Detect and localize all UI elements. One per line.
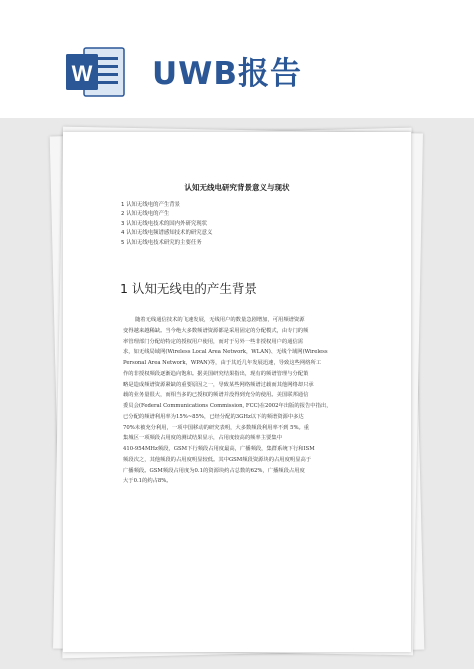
document-preview-area xyxy=(0,118,474,669)
body-line: 70%未被充分利用，一项中国移动的研究表明，大多数频段利用率不到 5%。重 xyxy=(123,424,310,431)
table-of-contents xyxy=(121,201,212,248)
header-banner xyxy=(0,0,474,118)
toc-item: 3 认知无线电技术的国内外研究现状 xyxy=(121,220,208,227)
body-line: 集城区一项频段占用度的测试结果显示，占用度较高的频率主要集中 xyxy=(123,435,282,442)
body-line: 随着无线通信技术的飞速发展，无线用户的数量急剧增加，可用频谱资源 xyxy=(135,317,305,323)
body-line: 委员会(Federal Communications Commission, FCC)在2002年出版的报告中指出， xyxy=(123,403,332,409)
body-line: 大于0.1的约占8%。 xyxy=(123,478,172,485)
word-icon-letter: W xyxy=(71,61,93,86)
toc-item: 4 认知无线电频谱感知技术的研究意义 xyxy=(121,230,213,237)
banner-title: UWB报告 xyxy=(152,56,302,92)
document-title: 认知无线电研究背景意义与现状 xyxy=(184,183,290,192)
word-icon xyxy=(64,44,128,100)
toc-item: 1 认知无线电的产生背景 xyxy=(121,202,181,208)
body-line: 作的非授权频段逐渐趋向饱和。据美国研究结果指出，现有的频谱管理与分配策 xyxy=(123,370,309,377)
body-line: 频段次之，其他频段的占用度明显较低。其中GSM频段资源块的占用度明显高于 xyxy=(123,456,312,463)
document-page xyxy=(63,132,411,652)
body-line: 率管理部门分配给特定的授权用户使用，而对于另外一些非授权用户的通信需 xyxy=(123,338,304,345)
body-line: 410-954MHz频段，GSM下行频段占用度最高，广播频段，集群系统下行和ISM xyxy=(123,446,315,452)
section-heading: 1 认知无线电的产生背景 xyxy=(120,281,257,296)
body-line: 求，如无线局域网(Wireless Local Area Network，WLAN)、无线个域网(Wireless xyxy=(123,349,328,356)
body-line: 变得越来越稀缺。当今绝大多数频谱资源都是采用固定的分配模式，由专门的频 xyxy=(123,327,309,334)
body-line: 载的业务量很大，而相当多的已授权的频谱并没得到充分的使用。美国联邦通信 xyxy=(123,392,309,399)
body-line: 已分配的频谱利用率为15%~85%，已经分配的3GHz以下的频谱资源中多达 xyxy=(123,413,304,420)
toc-item: 5 认知无线电技术研究的主要任务 xyxy=(121,239,202,246)
body-paragraph xyxy=(123,315,355,487)
body-line: 略是造成频谱资源紧缺的重要原因之一，导致某些网络频谱过载而其他网络却只承 xyxy=(123,381,314,388)
body-line: 广播频段。GSM频段占用度为0.1的资源块约占总数的62%，广播频段占用度 xyxy=(123,467,305,474)
body-line: Personal Area Network，WPAN)等，由于其近几年发展迅速，导致这些网络所工 xyxy=(123,360,322,366)
toc-item: 2 认知无线电的产生 xyxy=(121,211,170,218)
